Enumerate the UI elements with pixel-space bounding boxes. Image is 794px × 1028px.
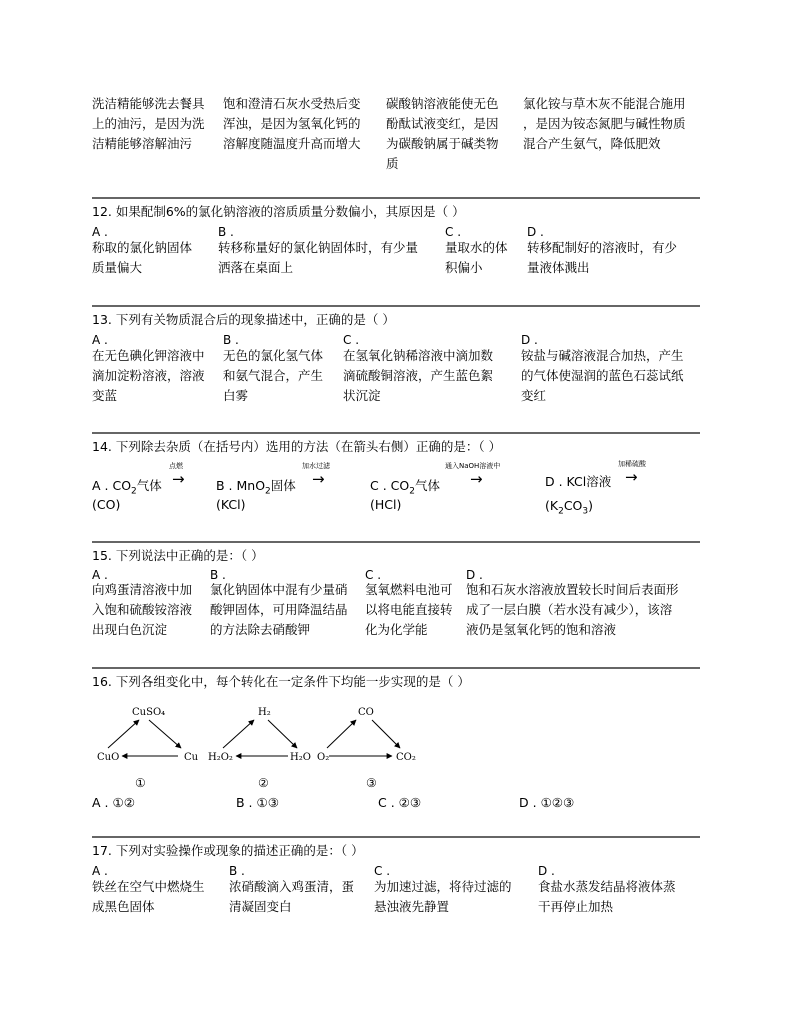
q14-b-impurity: (KCl) [216,497,246,512]
q14-a-formula: A . $CO_2$气体 [92,478,162,497]
q17-a-label: A . [92,864,108,878]
arrow-top-to-right [149,720,181,748]
diagram-2-left: H₂O₂ [208,752,233,763]
q14-option-d [545,458,675,522]
q12-c-label: C . [445,225,462,239]
right-arrow-icon: → [625,468,638,486]
q14-a-method: 点燃 [169,462,183,470]
diagram-3-number: ③ [366,776,377,790]
q12-b-label: B . [218,225,234,239]
diagram-1-top: CuSO₄ [132,707,166,718]
q17-d-text: 食盐水蒸发结晶将液体蒸 干再停止加热 [538,879,676,914]
q16-option-a: A . ①② [92,795,135,810]
diagram-1 [97,707,199,790]
q16-option-c: C . ②③ [378,795,422,810]
q15-d-text: 饱和石灰水溶液放置较长时间后表面形 成了一层白膜（若水没有减少），该溶 液仍是氢氧化钙的饱和溶液 [466,582,679,637]
q14-option-c [370,462,530,522]
q13-stem: 13. 下列有关物质混合后的现象描述中，正确的是（ ） [92,312,395,327]
arrow-top-to-right [372,720,400,748]
divider [92,305,700,307]
q13-b-text: 无色的氯化氢气体 和氨气混合，产生 白雾 [223,348,324,403]
q17-stem: 17. 下列对实验操作或现象的描述正确的是：（ ） [92,843,364,858]
q17-d-label: D . [538,864,555,878]
q13-a-label: A . [92,333,108,347]
divider [92,432,700,434]
q11-option-a: 洗洁精能够洗去餐具 上的油污，是因为洗 洁精能够溶解油污 [92,96,205,151]
q12-b-text: 转移称量好的氯化钠固体时，有少量 洒落在桌面上 [218,240,419,275]
q12-d-label: D . [527,225,544,239]
q15-c-text: 氢氧燃料电池可 以将电能直接转 化为化学能 [365,582,453,637]
q16-option-d: D . ①②③ [519,795,575,810]
arrow-left-to-top [223,720,254,748]
q11-option-c: 碳酸钠溶液能使无色 酚酞试液变红，是因 为碳酸钠属于碱类物 质 [386,96,499,171]
q14-d-impurity: $(K_2CO_3)$ [545,498,594,517]
q13-c-label: C . [343,333,360,347]
q13-b-label: B . [223,333,239,347]
q14-option-b [216,462,346,522]
diagram-3 [317,707,416,790]
diagram-1-number: ① [135,776,146,790]
q17-b-label: B . [229,864,245,878]
q11-option-d: 氯化铵与草木灰不能混合施用 ，是因为铵态氮肥与碱性物质 混合产生氨气，降低肥效 [523,96,686,151]
q17-a-text: 铁丝在空气中燃烧生 成黑色固体 [92,879,205,914]
q14-option-a [92,462,212,522]
q15-d-label: D . [466,568,483,582]
q13-d-text: 铵盐与碱溶液混合加热，产生 的气体使湿润的蓝色石蕊试纸 变红 [521,348,684,403]
q16-option-b: B . ①③ [236,795,279,810]
diagram-2-number: ② [258,776,269,790]
q14-c-formula: C . $CO_2$气体 [370,478,440,497]
q14-a-impurity: (CO) [92,497,121,512]
q15-c-label: C . [365,568,382,582]
diagram-3-right: CO₂ [396,752,416,763]
q14-stem: 14. 下列除去杂质（在括号内）选用的方法（在箭头右侧）正确的是：（ ） [92,439,502,454]
q12-a-text: 称取的氯化钠固体 质量偏大 [92,240,193,275]
diagram-2-right: H₂O [290,752,311,763]
q17-c-text: 为加速过滤，将待过滤的 悬浊液先静置 [374,879,512,914]
arrow-left-to-top [108,720,139,748]
diagram-2-top: H₂ [258,707,271,718]
arrow-left-to-top [327,720,356,748]
divider [92,197,700,199]
diagram-3-left: O₂ [317,752,330,763]
q15-b-label: B . [210,568,226,582]
right-arrow-icon: → [312,470,325,488]
q12-a-label: A . [92,225,108,239]
q15-a-text: 向鸡蛋清溶液中加 入饱和硫酸铵溶液 出现白色沉淀 [92,582,193,637]
diagram-3-top: CO [358,707,374,718]
diagram-1-left: CuO [97,752,120,763]
q17-b-text: 浓硝酸滴入鸡蛋清，蛋 清凝固变白 [229,879,355,914]
q14-b-formula: B . MnO$_2$固体 [216,478,296,497]
q12-c-text: 量取水的体 积偏小 [445,240,508,275]
q14-b-method: 加水过滤 [302,462,330,470]
q14-d-formula: D . KCl溶液 [545,474,612,489]
divider [92,541,700,543]
q12-stem: 12. 如果配制6%的氯化钠溶液的溶质质量分数偏小，其原因是（ ） [92,204,465,219]
q16-stem: 16. 下列各组变化中，每个转化在一定条件下均能一步实现的是（ ） [92,674,470,689]
q11-option-b: 饱和澄清石灰水受热后变 浑浊，是因为氢氧化钙的 溶解度随温度升高而增大 [223,96,361,151]
q14-c-impurity: (HCl) [370,497,402,512]
arrow-top-to-right [268,720,297,748]
q15-stem: 15. 下列说法中正确的是：（ ） [92,548,264,563]
q12-d-text: 转移配制好的溶液时，有少 量液体溅出 [527,240,678,275]
q17-c-label: C . [374,864,391,878]
divider [92,836,700,838]
q15-a-label: A . [92,568,108,582]
diagram-1-right: Cu [184,752,199,763]
q14-c-method: 通入NaOH溶液中 [445,462,501,470]
q15-b-text: 氯化钠固体中混有少量硝 酸钾固体，可用降温结晶 的方法除去硝酸钾 [210,582,348,637]
divider [92,667,700,669]
right-arrow-icon: → [172,470,185,488]
q13-a-text: 在无色碘化钾溶液中 滴加淀粉溶液，溶液 变蓝 [92,348,205,403]
q13-d-label: D . [521,333,538,347]
q13-c-text: 在氢氧化钠稀溶液中滴加数 滴硫酸铜溶液，产生蓝色絮 状沉淀 [343,348,494,403]
diagram-2 [208,707,311,790]
q16-transformation-diagrams [92,700,432,798]
q14-d-method: 加稀硫酸 [618,460,646,468]
right-arrow-icon: → [470,470,483,488]
